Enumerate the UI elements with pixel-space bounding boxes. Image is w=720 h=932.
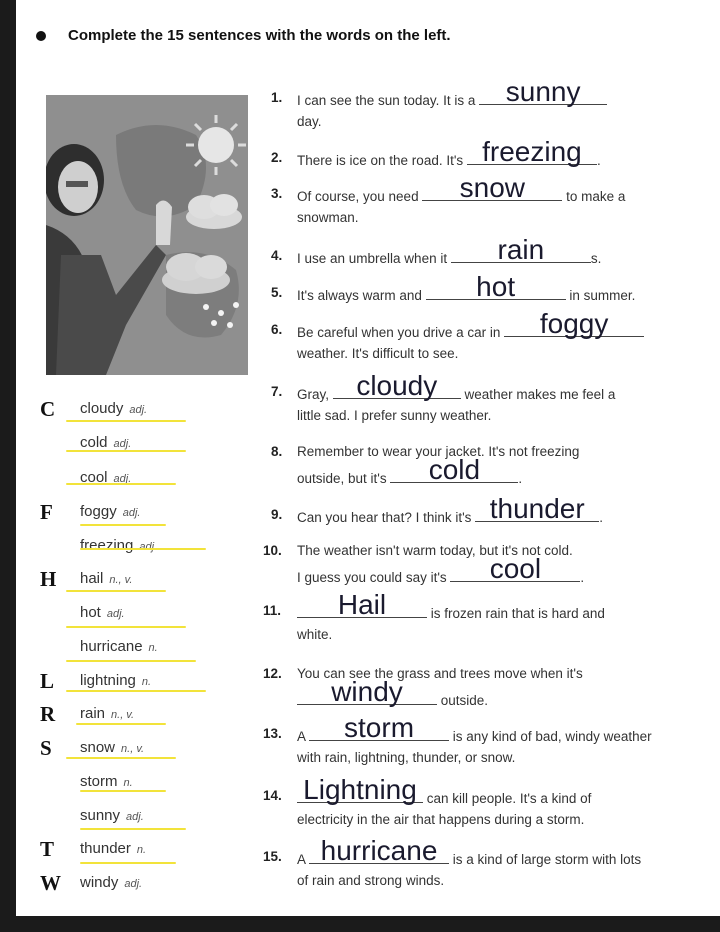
handwritten-answer: freezing [482,136,582,167]
sentence-line [297,76,607,113]
sentence-text: outside. [440,693,489,708]
sentence-text: Remember to wear your jacket. It's not freezing [297,444,580,459]
highlighter-stroke [80,790,166,792]
sentence-text: . [599,510,603,525]
handwritten-answer: cool [489,553,542,584]
sentence-text: You can see the grass and trees move when it's [297,666,583,681]
part-of-speech: n. [123,777,133,789]
answer-blank[interactable] [450,553,580,584]
sentence-text: s. [590,251,602,266]
question-number: 14. [263,788,282,803]
question-number: 3. [271,186,283,201]
sentence-line [297,342,458,366]
handwritten-answer: hot [476,271,516,302]
part-of-speech: adj. [126,811,144,823]
word-text: snow [80,739,116,756]
word-entry [80,773,133,790]
sentence-line [297,808,584,832]
highlighter-stroke [80,524,166,526]
word-text: lightning [80,672,136,689]
part-of-speech: adj. [122,507,141,519]
sentence-line [297,454,523,491]
highlighter-stroke [80,548,206,550]
sentence-text: Of course, you need [297,189,419,204]
sentence-text: . [518,471,523,486]
answer-blank[interactable] [297,676,437,707]
handwritten-answer: hurricane [320,835,438,866]
handwritten-answer: Hail [337,589,387,620]
sentence-text: weather. It's difficult to see. [297,346,459,361]
sentence-text: in summer. [569,288,636,303]
answer-blank[interactable] [451,234,591,265]
sentence-line [297,234,602,271]
highlighter-stroke [80,828,186,830]
sentence-line [297,136,601,173]
highlighter-stroke [66,420,186,422]
answer-blank[interactable] [426,271,566,302]
handwritten-answer: foggy [539,308,609,339]
index-letter: L [40,669,55,693]
sentence-line [297,589,605,626]
index-letter: C [40,397,56,421]
answer-blank[interactable] [475,493,599,524]
part-of-speech: adj. [113,473,132,485]
handwritten-answer: windy [331,676,403,707]
part-of-speech: n., v. [111,709,135,721]
sentence-text: of rain and strong winds. [297,873,445,888]
sentence-text: I guess you could say it's [297,570,447,585]
sentence-text: Can you hear that? I think it's [297,510,472,525]
word-entry [80,739,144,756]
index-letter: T [40,837,55,861]
sentence-text: . [596,153,601,168]
word-text: cold [80,434,108,451]
word-entry [80,537,157,554]
answer-blank[interactable] [297,589,427,620]
index-letter: W [40,871,61,895]
sentence-text: is a kind of large storm with lots [452,852,642,867]
part-of-speech: n. [136,844,147,856]
sentence-text: Be careful when you drive a car in [297,325,501,340]
sentence-text: outside, but it's [297,471,387,486]
word-entry [80,672,151,689]
part-of-speech: n. [141,676,152,688]
sentence-line [297,404,491,428]
question-number: 6. [271,322,283,337]
sentence-text: white. [297,627,333,642]
sentence-text: electricity in the air that happens during a storm. [297,812,585,827]
word-text: rain [80,705,106,722]
answer-blank[interactable] [309,835,449,866]
handwritten-answer: thunder [489,493,585,524]
word-text: cloudy [80,400,124,417]
bullet-point [36,31,46,41]
word-entry [80,434,131,451]
part-of-speech: adj. [129,404,148,416]
sentence-text: Gray, [297,387,330,402]
highlighter-stroke [66,660,196,662]
question-number: 5. [271,285,283,300]
index-letter: S [40,736,52,760]
question-number: 4. [271,248,283,263]
presenter-picture [46,95,248,375]
question-number: 15. [263,849,282,864]
answer-blank[interactable] [504,308,644,339]
word-entry [80,705,134,722]
word-text: thunder [80,840,131,857]
handwritten-answer: snow [459,172,526,203]
highlighter-stroke [66,450,186,452]
handwritten-answer: Lightning [303,774,417,805]
highlighter-stroke [76,723,166,725]
sentence-line [297,370,616,407]
handwritten-answer: cloudy [356,370,438,401]
sentence-text: snowman. [297,210,359,225]
word-text: freezing [80,537,134,554]
answer-blank[interactable] [333,370,461,401]
word-text: storm [80,773,118,790]
cloud-icon [186,194,242,229]
word-entry [80,570,132,587]
question-number: 13. [263,726,282,741]
sentence-line [297,623,332,647]
question-number: 12. [263,666,282,681]
question-number: 11. [263,603,282,618]
answer-blank[interactable] [479,76,607,107]
part-of-speech: adj. [124,878,143,890]
sentence-text: can kill people. It's a kind of [426,791,592,806]
word-text: cool [80,469,108,486]
sentence-line [297,493,603,530]
sentence-text: day. [297,114,322,129]
answer-blank[interactable] [467,136,597,167]
word-entry [80,807,144,824]
question-number: 1. [271,90,283,105]
answer-blank[interactable] [422,172,562,203]
word-entry [80,604,125,621]
sentence-line [297,835,642,872]
handwritten-answer: cold [428,454,481,485]
part-of-speech: adj. [113,438,132,450]
sentence-line [297,774,592,811]
word-text: hot [80,604,101,621]
handwritten-answer: storm [344,712,415,743]
sentence-text: I use an umbrella when it [297,251,448,266]
sentence-line [297,206,359,230]
answer-blank[interactable] [309,712,449,743]
worksheet-page [16,0,720,916]
question-number: 8. [271,444,283,459]
sentence-line [297,746,515,770]
part-of-speech: n., v. [121,743,145,755]
question-number: 10. [263,543,282,558]
instruction-text: Complete the 15 sentences with the words on the left. [68,27,451,44]
word-text: foggy [80,503,117,520]
word-text: sunny [80,807,121,824]
question-number: 2. [271,150,283,165]
question-number: 7. [271,384,283,399]
sentence-text: It's always warm and [297,288,422,303]
word-text: hail [80,570,104,587]
answer-blank[interactable] [390,454,518,485]
sentence-line [297,172,626,209]
answer-blank[interactable] [297,774,423,805]
part-of-speech: adj. [106,608,125,620]
sentence-text: is frozen rain that is hard and [430,606,605,621]
highlighter-stroke [66,690,206,692]
part-of-speech: adj. [139,541,158,553]
sentence-line [297,869,444,893]
weather-presenter-illustration [46,95,248,375]
part-of-speech: n., v. [109,574,133,586]
question-number: 9. [271,507,283,522]
sentence-text: I can see the sun today. It is a [297,93,476,108]
sentence-text: is any kind of bad, windy weather [452,729,652,744]
index-letter: R [40,702,56,726]
sentence-line [297,712,652,749]
highlighter-stroke [66,626,186,628]
sentence-line [297,308,644,345]
handwritten-answer: sunny [505,76,581,107]
sentence-line [297,110,322,134]
word-text: windy [80,874,119,891]
sentence-line [297,271,636,308]
index-letter: H [40,567,57,591]
sentence-text: with rain, lightning, thunder, or snow. [297,750,516,765]
index-letter: F [40,500,53,524]
word-entry [80,400,147,417]
word-entry [80,638,158,655]
handwritten-answer: rain [497,234,545,265]
word-entry [80,840,146,857]
sentence-text: A [297,852,306,867]
sentence-text: The weather isn't warm today, but it's not cold. [297,543,573,558]
highlighter-stroke [66,757,176,759]
sentence-line [297,553,585,590]
highlighter-stroke [80,862,176,864]
part-of-speech: n. [148,642,158,654]
sentence-text: . [580,570,585,585]
highlighter-stroke [66,483,176,485]
sentence-text: weather makes me feel a [464,387,616,402]
highlighter-stroke [66,590,166,592]
sentence-text: There is ice on the road. It's [297,153,464,168]
word-entry [80,503,140,520]
word-entry [80,874,142,891]
sentence-text: A [297,729,306,744]
word-text: hurricane [80,638,143,655]
sentence-line [297,676,489,713]
sentence-text: to make a [566,189,626,204]
sentence-text: little sad. I prefer sunny weather. [297,408,492,423]
